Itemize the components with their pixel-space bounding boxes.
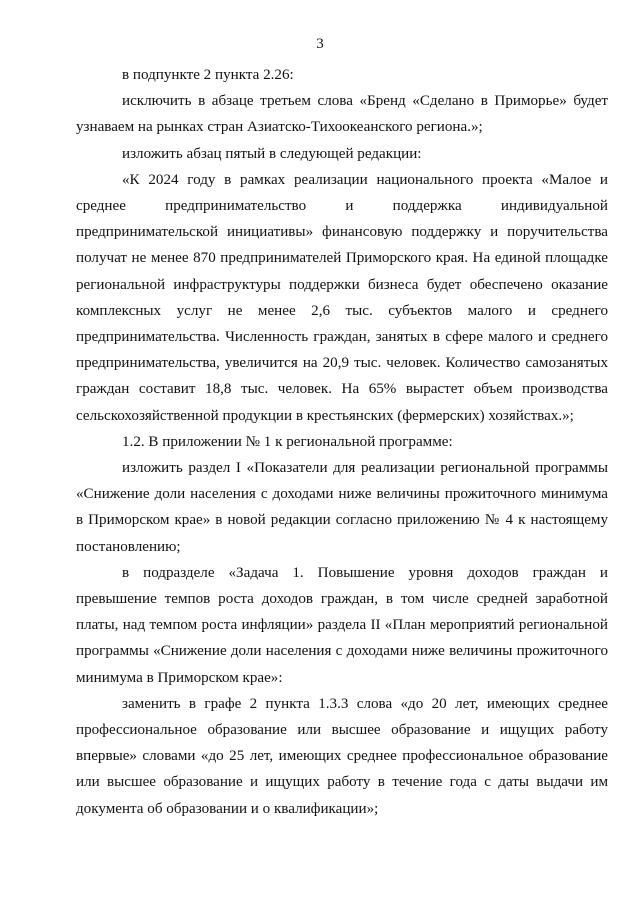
paragraph: исключить в абзаце третьем слова «Бренд «Сделано в Приморье» будет узнаваем на рынках стран Азиатско-Тихоокеанского региона.»;	[76, 93, 608, 136]
paragraph: в подразделе «Задача 1. Повышение уровня доходов граждан и превышение темпов роста доходов граждан, в том числе средней заработной платы, над темпом роста инфляции» раздела II «План мероприятий региональной программы «Снижение доли населения с доходами ниже величины прожиточного минимума в Приморском крае»:	[76, 564, 608, 686]
paragraph: изложить абзац пятый в следующей редакции:	[122, 145, 422, 162]
document-body	[76, 62, 608, 822]
paragraph: изложить раздел I «Показатели для реализации региональной программы «Снижение доли населения с доходами ниже величины прожиточного минимума в Приморском крае» в новой редакции согласно приложению № 4 к настоящему постановлению;	[76, 460, 608, 555]
paragraph: заменить в графе 2 пункта 1.3.3 слова «до 20 лет, имеющих среднее профессиональное образование или высшее образование и ищущих работу впервые» словами «до 25 лет, имеющих среднее профессиональное образование или высшее образование и ищущих работу в течение года с даты выдачи им документа об образовании и о квалификации»;	[76, 695, 608, 817]
paragraph: в подпункте 2 пункта 2.26:	[122, 67, 294, 83]
paragraph: «К 2024 году в рамках реализации национального проекта «Малое и среднее предпринимательство и поддержка индивидуальной предпринимательской инициативы» финансовую поддержку и поручительства получат не менее 870 предпринимателей Приморского края. На единой площадке региональной инфраструктуры поддержки бизнеса будет обеспечено оказание комплексных услуг не менее 2,6 тыс. субъектов малого и среднего предпринимательства. Численность граждан, занятых в сфере малого и среднего предпринимательства, увеличится на 20,9 тыс. человек. Количество самозанятых граждан составит 18,8 тыс. человек. На 65% вырастет объем производства сельскохозяйственной продукции в крестьянских (фермерских) хозяйствах.»;	[76, 171, 608, 424]
paragraph: 1.2. В приложении № 1 к региональной программе:	[122, 433, 453, 450]
page-number: 3	[316, 36, 324, 52]
